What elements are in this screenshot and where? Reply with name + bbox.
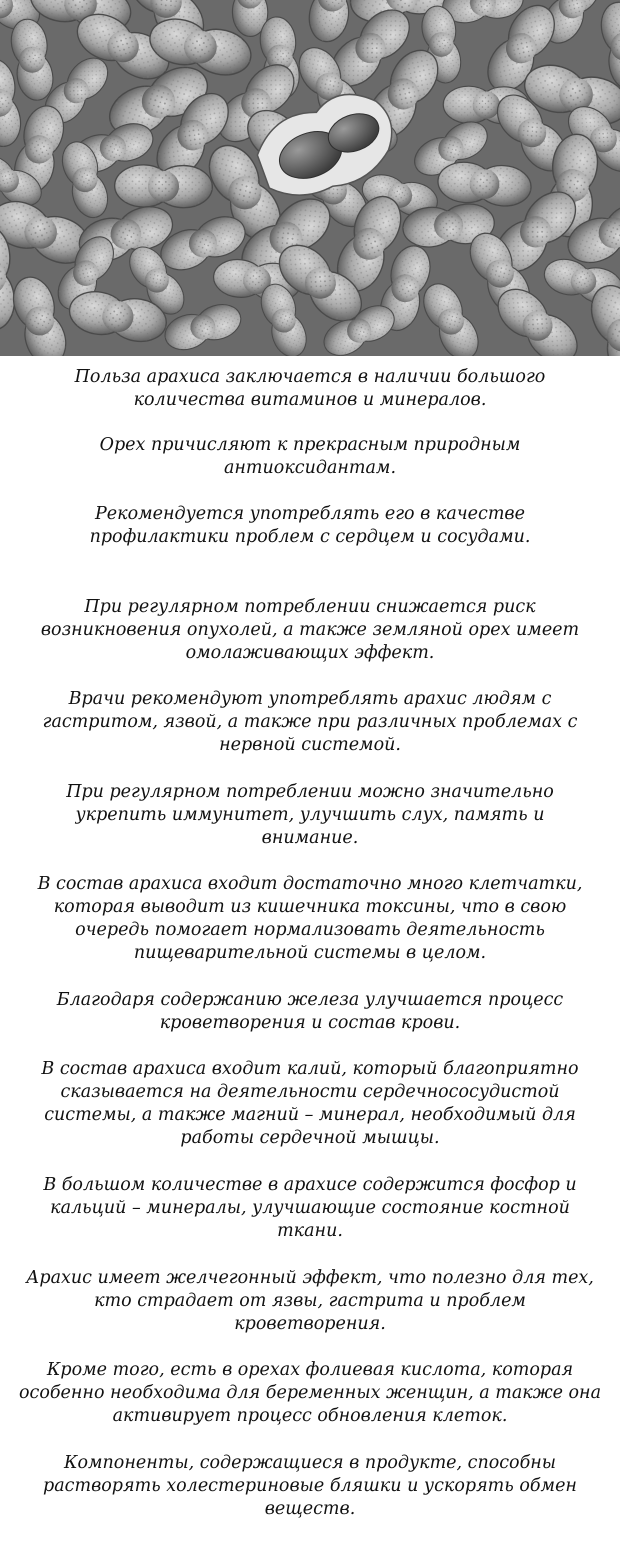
paragraph-9: В состав арахиса входит калий, который благоприятно сказывается на деятельности сердечнососудистой системы, а также магний – минерал, необходимый для работы сердечной мышцы. (41, 1059, 579, 1148)
paragraph-3: Рекомендуется употреблять его в качестве профилактики проблем с сердцем и сосудами. (89, 504, 531, 547)
paragraph-10: В большом количестве в арахисе содержится фосфор и кальций – минералы, улучшающие состояние костной ткани. (43, 1175, 577, 1241)
paragraph-5: Врачи рекомендуют употреблять арахис людям с гастритом, язвой, а также при различных проблемах с нервной системой. (42, 689, 578, 755)
paragraph-13: Компоненты, содержащиеся в продукте, способны растворять холестериновые бляшки и ускорять обмен веществ. (43, 1453, 577, 1519)
paragraph-4: При регулярном потреблении снижается риск возникновения опухолей, а также земляной орех имеет омолаживающих эффект. (40, 597, 580, 663)
paragraph-12: Кроме того, есть в орехах фолиевая кислота, которая особенно необходима для беременных женщин, а также она активирует процесс обновления клеток. (18, 1360, 602, 1426)
paragraph-1: Польза арахиса заключается в наличии большого количества витаминов и минералов. (74, 367, 546, 410)
paragraph-6: При регулярном потреблении можно значительно укрепить иммунитет, улучшить слух, память и внимание. (66, 782, 554, 848)
peanuts-photo (0, 0, 620, 356)
paragraph-8: Благодаря содержанию железа улучшается процесс кроветворения и состав крови. (56, 990, 564, 1033)
paragraph-11: Арахис имеет желчегонный эффект, что полезно для тех, кто страдает от язвы, гастрита и проблем кроветворения. (26, 1268, 594, 1334)
paragraph-2: Орех причисляют к прекрасным природным антиоксидантам. (99, 435, 521, 478)
peanut-shape (114, 164, 212, 208)
paragraph-7: В состав арахиса входит достаточно много клетчатки, которая выводит из кишечника токсины, что в свою очередь помогает нормализовать деятельность пищеварительной системы в целом. (37, 874, 583, 963)
peanuts-illustration (0, 0, 620, 356)
